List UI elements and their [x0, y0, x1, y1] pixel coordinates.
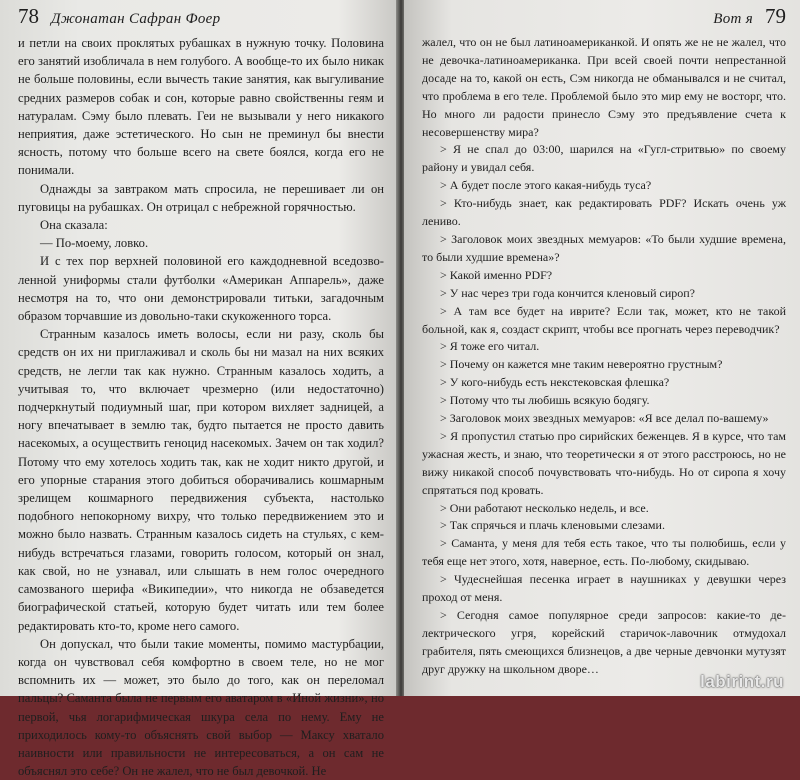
paragraph: жалел, что он не был латиноамериканкой. И опять же не не жалел, что не девочка-латиноамериканка. При всей своей почти непрестанной досаде на то, какой он есть, Сэм никогда не обманывался и не считал, что проблема в его теле. Проблемой было это мир ему не восторг, что. Но много ли радости принесло Сэму это предъявление счета к несовершенству мира?: [422, 35, 786, 139]
paragraph: > А там все будет на иврите? Если так, может, кто не такой больной, как я, создаст скрипт, чтобы все прогнать через переводчик?: [422, 303, 786, 336]
paragraph: > А будет после этого какая-нибудь туса?: [440, 178, 652, 193]
right-page: [404, 0, 800, 696]
left-running-head: Джонатан Сафран Фоер: [51, 11, 221, 27]
paragraph: > Саманта, у меня для тебя есть такое, что ты полюбишь, если у тебя еще нет этого, хотя, наверное, есть. По-любому, скидываю.: [422, 536, 786, 569]
paragraph: > Какой именно PDF?: [440, 267, 553, 282]
paragraph: > Кто-нибудь знает, как редактировать PDF? Искать очень уж лениво.: [422, 196, 786, 229]
paragraph: > У кого-нибудь есть некстековская флешка?: [440, 375, 670, 390]
paragraph: Странным казалось иметь волосы, если ни разу, сколь бы средств он их ни приглаживал и сколь бы ни мазал на них всяких средств, не легли так как нужно. Странным казалось ходить, а учитывая то, что включает чрезмерно (или недостаточно) подчеркнутый подиумный шаг, при котором вихляет задницей, а ногу впечатывает в землю так, будто пытается не просто давить насекомых, а осуществить геноцид насекомых. Зачем он так ходил? Потому что ему хотелось ходить так, как не ходит никто другой, и его упорные старания этого добиться оборачивались кошмарным зрелищем кошмарного передвижения субъекта, настолько подобного непокорному вихру, что только передвижением это и можно было назвать. Странным казалось сидеть на стульях, с кем-нибудь встречаться глазами, говорить голосом, который он знал, как свой, но не узнавал, или слышать в нем голос очередного самозваного шерифа «Википедии», что никогда не обзаведется биографической статьей, которую будет читать или тем более редактировать кто-то, кроме него самого.: [18, 327, 384, 633]
paragraph: > Потому что ты любишь всякую бодягу.: [440, 393, 650, 408]
left-page-body: [18, 34, 384, 780]
paragraph: > Заголовок моих звездных мемуаров: «То были худшие времена, то были худшие времена»?: [422, 231, 786, 264]
watermark-logo: labirint.ru: [700, 672, 784, 691]
paragraph: > Я пропустил статью про сирийских беженцев. Я в курсе, что там ужасная жесть, и знаю, что теоретически я от этого расстроюсь, но не вижу никакой способ почувствовать что-нибудь. Но от сиропа я хочу спрятаться под кровать.: [422, 428, 786, 497]
paragraph: > Чудеснейшая песенка играет в наушниках у девушки через проход от меня.: [422, 572, 786, 605]
paragraph: > Они работают несколько недель, и все.: [440, 500, 649, 515]
paragraph: — По-моему, ловко.: [40, 236, 149, 251]
left-page-header: [18, 4, 384, 30]
paragraph: > Я тоже его читал.: [440, 339, 540, 354]
right-running-head: Вот я: [713, 11, 753, 27]
right-page-number: 79: [765, 4, 786, 28]
right-page-body: [422, 34, 786, 679]
left-page: [0, 0, 398, 779]
paragraph: > Я не спал до 03:00, шарился на «Гугл-стритвью» по своему району и увидал себя.: [422, 142, 786, 175]
paragraph: > Так спрячься и плачь кленовыми слезами.: [440, 518, 665, 533]
paragraph: Он допускал, что были такие моменты, помимо мастурбации, когда он чувствовал себя комфортно в своем теле, но не мог вспомнить их — может, это было до того, как он переломал пальцы? Саманта была не первым его аватаром в «Иной жизни», но первой, чья логарифмическая шкура села по нему. Ему не приходилось кому-то объяснять свой выбор — Максу хватало наивности или правильности не интересоваться, а он сам не объяснял это себе? Он не жалел, что не был девочкой. Не: [18, 636, 384, 779]
paragraph: Она сказала:: [40, 218, 108, 233]
paragraph: и петли на своих проклятых рубашках в нужную точку. Половина его занятий изобличала в нем голубого. А вообще-то их было никак не больше половины, если вычесть такие занятия, как выгуливание средних размеров собак и сон, которые равно свойственны геям и натуралам. Сэму было плевать. Геи не вызывали у него никакого неприятия, даже эстетического. Но сын не преминул бы внести ясность, потому что больше всего на свете боялся, когда его не понимали.: [18, 36, 384, 178]
paragraph: > Сегодня самое популярное среди запросов: какие-то делектрического угря, корейский старичок-лавочник отмудохал грабителя, пять смеющихся близнецов, а две черные девчонки мутузят друг дружку на школьном дворе…: [422, 608, 786, 676]
paragraph: > У нас через три года кончится кленовый сироп?: [440, 285, 695, 300]
paragraph: И с тех пор верхней половиной его каждодневной вседозволенной униформы стали футболки «Американ Аппарель», даже несмотря на то, что они демонстрировали титьки, загадочным образом торчавшие из довольно-таки скукоженного торса.: [18, 254, 384, 324]
paragraph: > Почему он кажется мне таким невероятно грустным?: [440, 357, 723, 372]
paragraph: > Заголовок моих звездных мемуаров: «Я все делал по-вашему»: [440, 411, 769, 426]
paragraph: Однажды за завтраком мать спросила, не перешивает ли он пуговицы на рубашках. Он отрицал с небрежной горячностью.: [18, 181, 384, 214]
left-page-number: 78: [18, 4, 39, 28]
right-page-header: [422, 4, 786, 30]
